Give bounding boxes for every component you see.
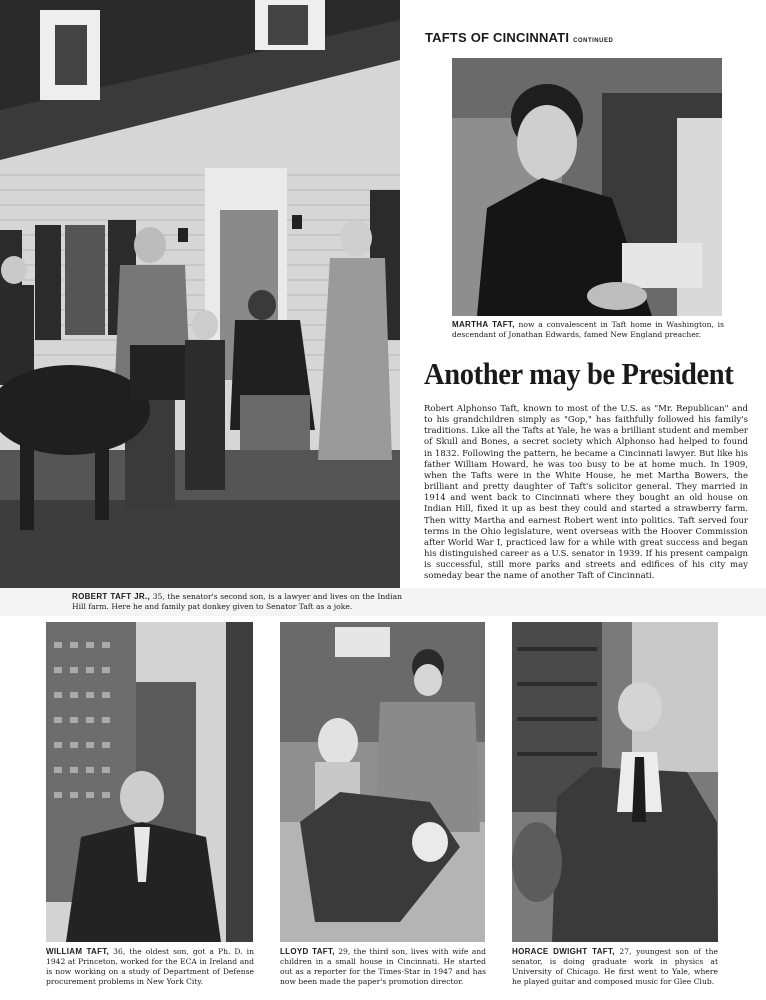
caption-text: 36, the oldest son, got a Ph. D. in 1942 at Princeton, worked for the ECA in Ireland and is now working on a study of Department of Defense procurement problems in New York City. [46,947,255,986]
section-title: TAFTS OF CINCINNATI [425,30,570,45]
horace-caption [512,947,718,987]
william-taft-photo [46,622,253,942]
headline: Another may be President [424,356,734,391]
caption-name: ROBERT TAFT JR., [72,592,151,601]
section-header [425,30,613,45]
article-body: Robert Alphonso Taft, known to most of the U.S. as "Mr. Republican" and to his grandchildren simply as "Gop," has faithfully followed his family's traditions. Like all the Tafts at Yale, he was a brilliant student and member of Skull and Bones, a secret society which Alphonso had helped to found in 1832. Following the pattern, he became a Cincinnati lawyer. But like his father William Howard, he was too busy to be at home much. In 1909, when the Tafts were in the White House, he met Martha Bowers, the brilliant and pretty daughter of Taft's solicitor general. They married in 1914 and went back to Cincinnati where they bought an old house on Indian Hill, fixed it up as best they could and started a strawberry farm. Then witty Martha and earnest Robert went into politics. Taft served four terms in the Ohio legislature, went overseas with the Hoover Commission after World War I, practiced law for a while with great success and began his distinguished career as a U.S. senator in 1939. If his present campaign is successful, still more parks and streets and edifices of his city may someday bear the name of another Taft of Cincinnati. [424,404,748,582]
caption-name: LLOYD TAFT, [280,947,335,956]
caption-name: HORACE DWIGHT TAFT, [512,947,615,956]
caption-name: WILLIAM TAFT, [46,947,110,956]
farm-family-photo [0,0,400,588]
robert-jr-caption [72,592,402,612]
caption-name: MARTHA TAFT, [452,320,515,329]
caption-text: 27, youngest son of the senator, is doing graduate work in physics at University of Chicago. He first went to Yale, where he played guitar and composed music for Glee Club. [512,947,718,986]
caption-text: 29, the third son, lives with wife and children in a small house in Cincinnati. He started out as a reporter for the Times-Star in 1947 and has now been made the paper's promotion director. [280,947,486,986]
william-caption [46,947,254,987]
caption-text: 35, the senator's second son, is a lawyer and lives on the Indian Hill farm. Here he and family pat donkey given to Senator Taft as a joke. [72,592,403,611]
lloyd-caption [280,947,486,987]
horace-taft-photo [512,622,718,942]
lloyd-taft-photo [280,622,485,942]
continued-label: CONTINUED [573,38,614,44]
caption-text: now a convalescent in Taft home in Washington, is descendant of Jonathan Edwards, famed New England preacher. [452,320,724,339]
martha-caption [452,320,724,340]
martha-taft-portrait [452,58,722,316]
